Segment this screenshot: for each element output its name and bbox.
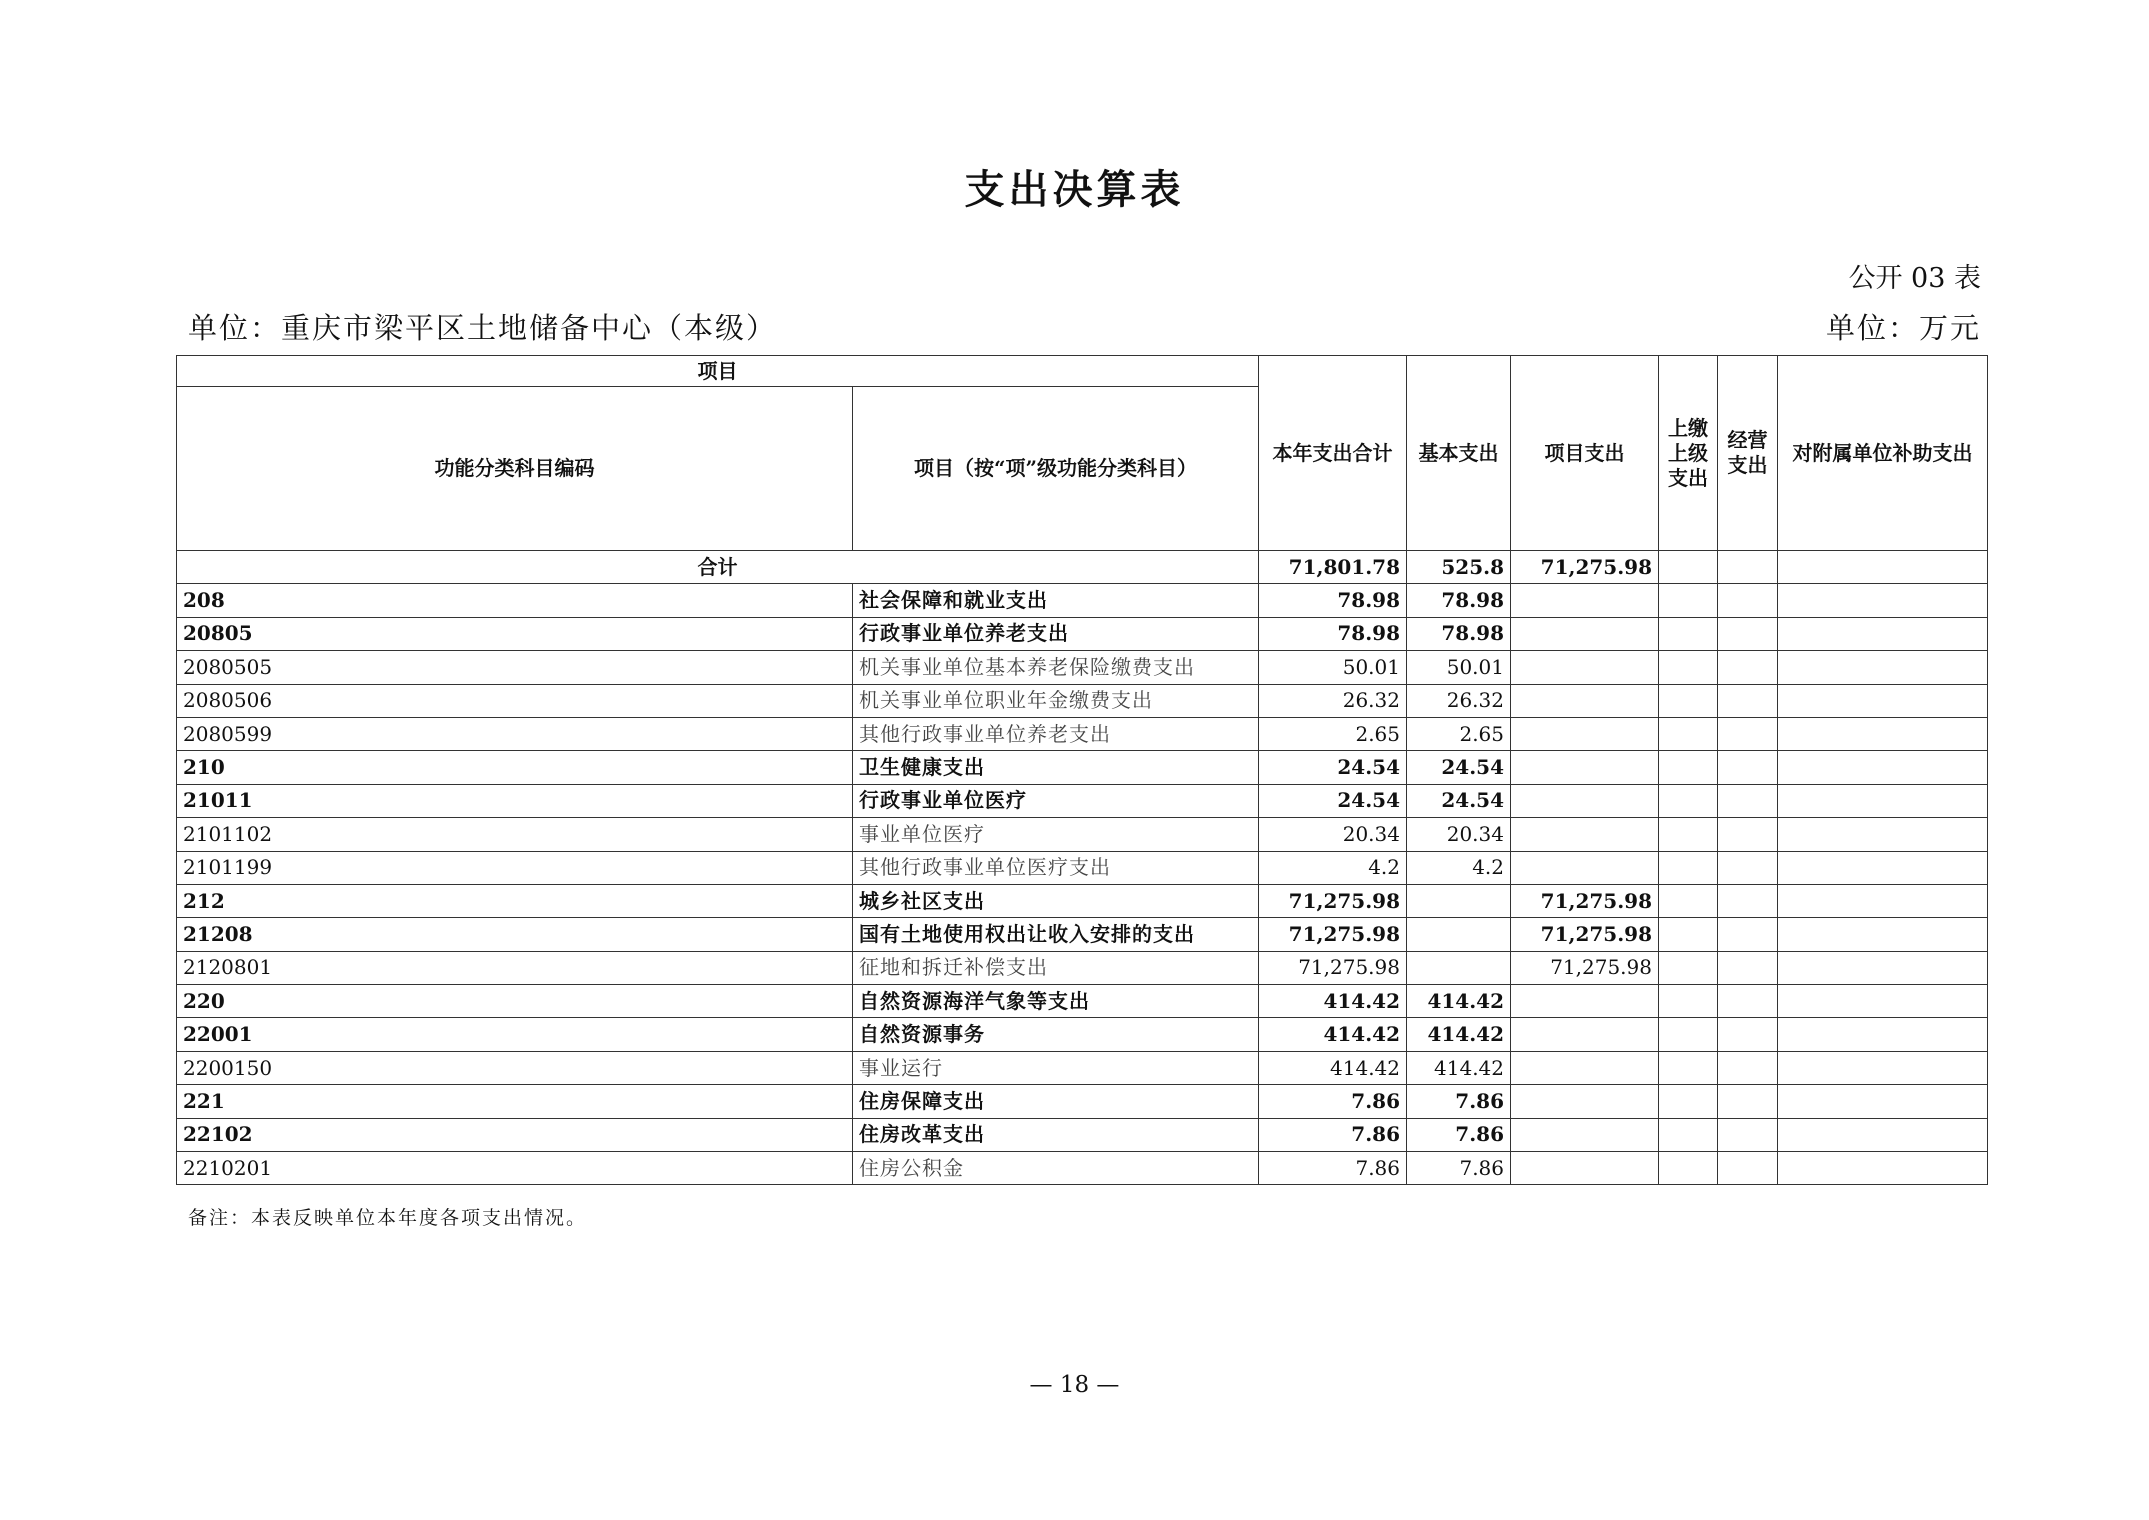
table-row <box>177 818 1988 851</box>
row-project-expense <box>1511 684 1659 717</box>
row-business <box>1718 818 1778 851</box>
row-upper-payment <box>1659 985 1718 1018</box>
row-code: 221 <box>177 1085 853 1118</box>
row-code: 21011 <box>177 784 853 817</box>
row-basic: 2.65 <box>1407 717 1511 750</box>
row-code: 2080506 <box>177 684 853 717</box>
row-total: 26.32 <box>1259 684 1407 717</box>
row-code: 20805 <box>177 617 853 650</box>
total-subsidiary <box>1778 551 1988 584</box>
row-subsidiary <box>1778 1085 1988 1118</box>
row-project-expense <box>1511 651 1659 684</box>
row-name: 行政事业单位养老支出 <box>853 617 1259 650</box>
row-total: 71,275.98 <box>1259 918 1407 951</box>
table-row <box>177 951 1988 984</box>
row-total: 24.54 <box>1259 751 1407 784</box>
row-basic: 414.42 <box>1407 1018 1511 1051</box>
row-subsidiary <box>1778 784 1988 817</box>
row-upper-payment <box>1659 684 1718 717</box>
expenditure-table <box>176 355 1988 1185</box>
header-project-expense: 项目支出 <box>1511 356 1659 551</box>
row-project-expense <box>1511 1018 1659 1051</box>
currency-unit: 单位：万元 <box>1825 311 1981 345</box>
row-business <box>1718 1018 1778 1051</box>
row-business <box>1718 884 1778 917</box>
row-basic: 414.42 <box>1407 985 1511 1018</box>
row-name: 国有土地使用权出让收入安排的支出 <box>853 918 1259 951</box>
table-row <box>177 1085 1988 1118</box>
row-business <box>1718 784 1778 817</box>
row-subsidiary <box>1778 584 1988 617</box>
table-row <box>177 1152 1988 1185</box>
row-total: 78.98 <box>1259 584 1407 617</box>
row-code: 212 <box>177 884 853 917</box>
header-basic: 基本支出 <box>1407 356 1511 551</box>
header-business: 经营支出 <box>1718 356 1778 551</box>
row-subsidiary <box>1778 884 1988 917</box>
row-total: 78.98 <box>1259 617 1407 650</box>
row-total: 7.86 <box>1259 1085 1407 1118</box>
row-subsidiary <box>1778 651 1988 684</box>
row-code: 22001 <box>177 1018 853 1051</box>
row-upper-payment <box>1659 1152 1718 1185</box>
table-row <box>177 985 1988 1018</box>
row-business <box>1718 1152 1778 1185</box>
row-business <box>1718 1085 1778 1118</box>
row-total: 414.42 <box>1259 1018 1407 1051</box>
row-total: 50.01 <box>1259 651 1407 684</box>
row-upper-payment <box>1659 851 1718 884</box>
table-row <box>177 1118 1988 1151</box>
row-business <box>1718 584 1778 617</box>
row-project-expense <box>1511 1152 1659 1185</box>
row-basic: 78.98 <box>1407 584 1511 617</box>
total-amount: 71,801.78 <box>1259 551 1407 584</box>
row-basic: 24.54 <box>1407 751 1511 784</box>
header-code: 功能分类科目编码 <box>177 387 853 551</box>
row-name: 其他行政事业单位医疗支出 <box>853 851 1259 884</box>
row-project-expense: 71,275.98 <box>1511 884 1659 917</box>
row-name: 其他行政事业单位养老支出 <box>853 717 1259 750</box>
form-number: 公开 03 表 <box>1848 263 1981 294</box>
row-business <box>1718 717 1778 750</box>
row-name: 住房公积金 <box>853 1152 1259 1185</box>
row-upper-payment <box>1659 1085 1718 1118</box>
row-business <box>1718 851 1778 884</box>
row-code: 22102 <box>177 1118 853 1151</box>
row-upper-payment <box>1659 1018 1718 1051</box>
row-upper-payment <box>1659 1051 1718 1084</box>
unit-name: 单位：重庆市梁平区土地储备中心（本级） <box>188 311 778 345</box>
row-business <box>1718 684 1778 717</box>
row-upper-payment <box>1659 617 1718 650</box>
row-name: 自然资源海洋气象等支出 <box>853 985 1259 1018</box>
page-title: 支出决算表 <box>964 166 1185 213</box>
row-code: 220 <box>177 985 853 1018</box>
footnote: 备注：本表反映单位本年度各项支出情况。 <box>188 1207 588 1229</box>
row-subsidiary <box>1778 985 1988 1018</box>
row-upper-payment <box>1659 1118 1718 1151</box>
table-row <box>177 684 1988 717</box>
total-row <box>177 551 1988 584</box>
row-name: 住房保障支出 <box>853 1085 1259 1118</box>
row-subsidiary <box>1778 684 1988 717</box>
row-name: 社会保障和就业支出 <box>853 584 1259 617</box>
row-basic: 7.86 <box>1407 1118 1511 1151</box>
total-basic: 525.8 <box>1407 551 1511 584</box>
row-subsidiary <box>1778 818 1988 851</box>
row-name: 卫生健康支出 <box>853 751 1259 784</box>
total-label: 合计 <box>177 551 1259 584</box>
row-total: 7.86 <box>1259 1118 1407 1151</box>
total-upper-payment <box>1659 551 1718 584</box>
header-total: 本年支出合计 <box>1259 356 1407 551</box>
row-project-expense <box>1511 1085 1659 1118</box>
row-total: 20.34 <box>1259 818 1407 851</box>
table-row <box>177 884 1988 917</box>
row-name: 事业单位医疗 <box>853 818 1259 851</box>
table-row <box>177 584 1988 617</box>
row-total: 414.42 <box>1259 985 1407 1018</box>
row-project-expense <box>1511 751 1659 784</box>
row-project-expense: 71,275.98 <box>1511 951 1659 984</box>
row-project-expense <box>1511 1118 1659 1151</box>
row-subsidiary <box>1778 751 1988 784</box>
row-name: 征地和拆迁补偿支出 <box>853 951 1259 984</box>
row-business <box>1718 1118 1778 1151</box>
row-total: 2.65 <box>1259 717 1407 750</box>
row-subsidiary <box>1778 1051 1988 1084</box>
row-total: 7.86 <box>1259 1152 1407 1185</box>
row-subsidiary <box>1778 951 1988 984</box>
row-upper-payment <box>1659 951 1718 984</box>
row-project-expense <box>1511 985 1659 1018</box>
table-row <box>177 751 1988 784</box>
row-code: 210 <box>177 751 853 784</box>
table-row <box>177 918 1988 951</box>
row-business <box>1718 751 1778 784</box>
row-name: 城乡社区支出 <box>853 884 1259 917</box>
row-upper-payment <box>1659 751 1718 784</box>
row-code: 2120801 <box>177 951 853 984</box>
row-total: 71,275.98 <box>1259 884 1407 917</box>
row-basic: 24.54 <box>1407 784 1511 817</box>
row-subsidiary <box>1778 851 1988 884</box>
row-subsidiary <box>1778 617 1988 650</box>
table-row <box>177 617 1988 650</box>
row-business <box>1718 1051 1778 1084</box>
row-project-expense <box>1511 617 1659 650</box>
row-basic <box>1407 951 1511 984</box>
table-row <box>177 717 1988 750</box>
row-total: 414.42 <box>1259 1051 1407 1084</box>
row-project-expense <box>1511 1051 1659 1084</box>
row-subsidiary <box>1778 1152 1988 1185</box>
row-basic: 7.86 <box>1407 1085 1511 1118</box>
row-basic: 4.2 <box>1407 851 1511 884</box>
table-row <box>177 651 1988 684</box>
row-total: 4.2 <box>1259 851 1407 884</box>
table-row <box>177 784 1988 817</box>
row-total: 24.54 <box>1259 784 1407 817</box>
row-code: 208 <box>177 584 853 617</box>
row-business <box>1718 951 1778 984</box>
row-business <box>1718 985 1778 1018</box>
row-subsidiary <box>1778 1018 1988 1051</box>
row-upper-payment <box>1659 818 1718 851</box>
row-name: 机关事业单位基本养老保险缴费支出 <box>853 651 1259 684</box>
row-upper-payment <box>1659 884 1718 917</box>
row-code: 2101102 <box>177 818 853 851</box>
table-row <box>177 1051 1988 1084</box>
table-row <box>177 851 1988 884</box>
row-name: 事业运行 <box>853 1051 1259 1084</box>
row-project-expense <box>1511 717 1659 750</box>
header-project: 项目 <box>177 356 1259 387</box>
table-row <box>177 1018 1988 1051</box>
row-basic: 26.32 <box>1407 684 1511 717</box>
row-basic <box>1407 884 1511 917</box>
row-name: 机关事业单位职业年金缴费支出 <box>853 684 1259 717</box>
row-upper-payment <box>1659 651 1718 684</box>
row-basic: 78.98 <box>1407 617 1511 650</box>
header-name: 项目（按“项”级功能分类科目） <box>853 387 1259 551</box>
row-project-expense <box>1511 584 1659 617</box>
total-project-expense: 71,275.98 <box>1511 551 1659 584</box>
row-upper-payment <box>1659 584 1718 617</box>
row-basic <box>1407 918 1511 951</box>
row-project-expense <box>1511 851 1659 884</box>
row-project-expense: 71,275.98 <box>1511 918 1659 951</box>
row-project-expense <box>1511 818 1659 851</box>
row-business <box>1718 651 1778 684</box>
row-subsidiary <box>1778 918 1988 951</box>
row-name: 住房改革支出 <box>853 1118 1259 1151</box>
row-basic: 7.86 <box>1407 1152 1511 1185</box>
row-code: 2210201 <box>177 1152 853 1185</box>
row-code: 2200150 <box>177 1051 853 1084</box>
row-project-expense <box>1511 784 1659 817</box>
row-business <box>1718 918 1778 951</box>
row-code: 2080599 <box>177 717 853 750</box>
row-upper-payment <box>1659 784 1718 817</box>
header-upper-payment: 上缴上级支出 <box>1659 356 1718 551</box>
row-business <box>1718 617 1778 650</box>
row-subsidiary <box>1778 1118 1988 1151</box>
row-basic: 20.34 <box>1407 818 1511 851</box>
row-upper-payment <box>1659 918 1718 951</box>
row-basic: 50.01 <box>1407 651 1511 684</box>
row-code: 2101199 <box>177 851 853 884</box>
row-total: 71,275.98 <box>1259 951 1407 984</box>
row-basic: 414.42 <box>1407 1051 1511 1084</box>
table-body <box>177 551 1988 1185</box>
total-business <box>1718 551 1778 584</box>
row-subsidiary <box>1778 717 1988 750</box>
page-number: — 18 — <box>1029 1372 1120 1398</box>
header-subsidiary: 对附属单位补助支出 <box>1778 356 1988 551</box>
row-name: 自然资源事务 <box>853 1018 1259 1051</box>
row-upper-payment <box>1659 717 1718 750</box>
row-code: 2080505 <box>177 651 853 684</box>
row-name: 行政事业单位医疗 <box>853 784 1259 817</box>
row-code: 21208 <box>177 918 853 951</box>
